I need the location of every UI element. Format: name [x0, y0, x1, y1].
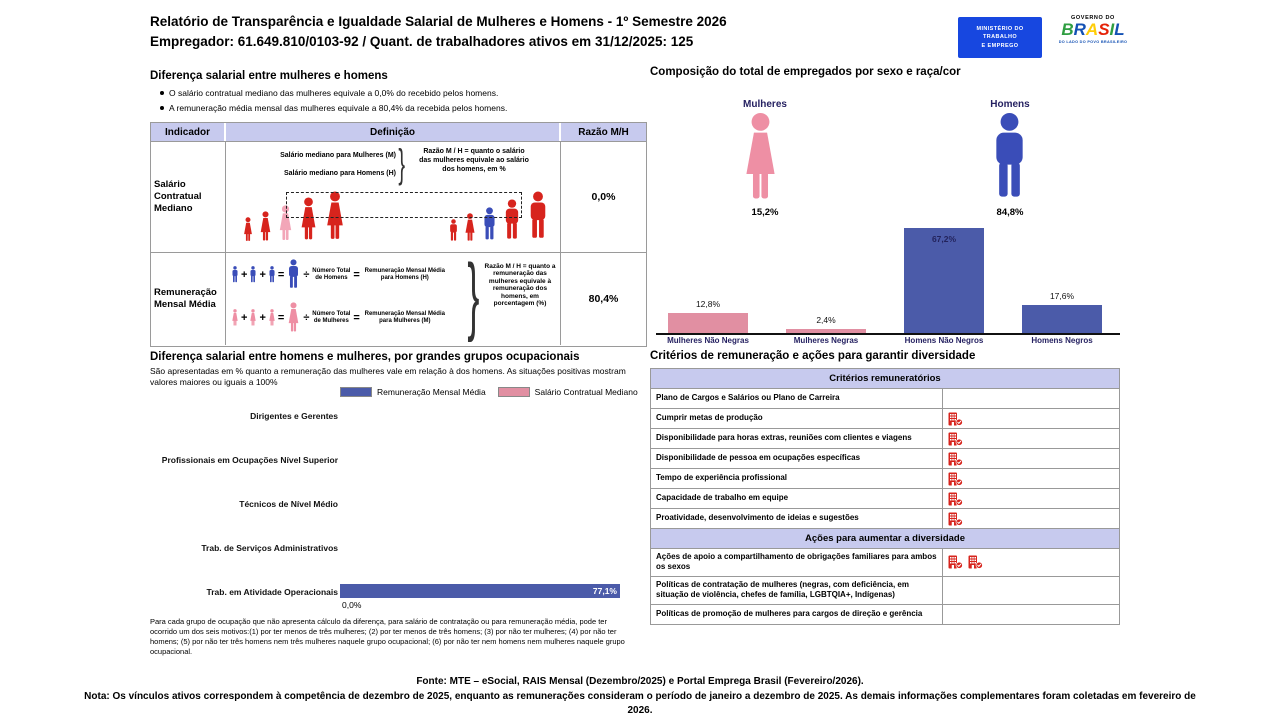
legend-item-remuneracao	[340, 387, 486, 397]
equals-operator: =	[277, 311, 285, 324]
women-formula	[231, 302, 448, 334]
criteria-row-icons	[943, 469, 1119, 488]
ministry-logo-line3: E EMPREGO	[981, 42, 1019, 49]
employer-check-icon	[948, 432, 963, 446]
criteria-row	[651, 489, 1119, 509]
remuneracao-bar: 77,1%	[340, 584, 620, 598]
person-figure-icon	[448, 219, 459, 243]
plus-operator: +	[241, 311, 248, 324]
composition-bar-value: 17,6%	[1049, 291, 1075, 301]
men-formula	[231, 259, 448, 291]
plus-operator: +	[259, 268, 266, 281]
person-figure-icon	[526, 191, 550, 243]
median-women-label: Salário mediano para Mulheres (M)	[280, 152, 396, 159]
man-icon	[988, 112, 1031, 211]
definition-remuneracao-media	[226, 247, 561, 345]
median-dashed-box	[286, 192, 522, 218]
average-ratio-value: 80,4%	[588, 292, 619, 305]
employer-check-icon	[948, 452, 963, 466]
person-figure-icon	[258, 211, 273, 243]
ministry-logo-line2: TRABALHO	[982, 34, 1018, 41]
criteria-row	[651, 549, 1119, 577]
criteria-row	[651, 605, 1119, 625]
criteria-row	[651, 577, 1119, 605]
ministry-logo	[958, 17, 1042, 58]
formula-divisor-label: Número Total de Homens	[312, 268, 351, 281]
equals-operator: =	[353, 311, 360, 324]
person-figure-icon	[242, 217, 254, 243]
occupational-footnote: Para cada grupo de ocupação que não apresenta cálculo da diferença, para salário de contratação ou para remuneração média, pode ter ocorrido um dos seis motivos:(1) por ter menos de três mulheres; (2) por ter menos de três homens; (3) por não ter mulheres; (4) por não ter homens; (5) por não ter três homens nem três mulheres naquele grupo ocupacional; (6) por não ter nem homens nem mulheres naquele grupo ocupacional.	[150, 617, 625, 657]
criteria-row-icons	[943, 389, 1119, 408]
footer-source: Fonte: MTE – eSocial, RAIS Mensal (Dezembro/2025) e Portal Emprega Brasil (Fevereiro/2026).	[416, 676, 864, 687]
gov-logo-letter: I	[1109, 20, 1115, 39]
criteria-table	[650, 368, 1120, 625]
chart-baseline	[656, 333, 1120, 335]
definition-salario-mediano	[226, 142, 561, 252]
criteria-row-icons	[943, 449, 1119, 468]
criteria-row-icons	[943, 489, 1119, 508]
gov-logo-letter: B	[1061, 20, 1074, 39]
median-ratio-note: Razão M / H = quanto o salário das mulheres equivale ao salário dos homens, em %	[419, 148, 529, 174]
indicator-remuneracao-media: Remuneração Mensal Média	[151, 252, 226, 345]
criteria-row-label: Políticas de contratação de mulheres (negras, com deficiência, em situação de violência, chefes de família, LGBTQIA+, Indígenas)	[651, 577, 943, 604]
criteria-row-icons	[943, 605, 1119, 624]
woman-icon	[739, 112, 782, 211]
employer-check-icon	[948, 512, 963, 526]
criteria-row	[651, 509, 1119, 529]
criteria-row-label: Disponibilidade para horas extras, reuniões com clientes e viagens	[651, 429, 943, 448]
col-header-razao: Razão M/H	[578, 126, 629, 138]
formula-result-label: Remuneração Mensal Média para Mulheres (M)	[364, 311, 445, 324]
composition-bar-value: 67,2%	[931, 234, 957, 244]
criteria-row-label: Disponibilidade de pessoa em ocupações específicas	[651, 449, 943, 468]
criteria-row-icons	[943, 429, 1119, 448]
person-figure-icon	[268, 309, 276, 327]
employer-check-icon	[948, 412, 963, 426]
occupational-subtitle: São apresentadas em % quanto a remuneração das mulheres vale em relação à dos homens. As situações positivas mostram valores maiores ou iguais a 100%	[150, 366, 626, 388]
person-figure-icon	[286, 302, 301, 334]
gov-logo-letter: S	[1098, 20, 1110, 39]
person-figure-icon	[286, 259, 301, 291]
gov-brasil-logo	[1048, 15, 1138, 44]
bullet-dot-icon	[160, 91, 164, 95]
report-footer	[80, 675, 1200, 719]
legend-label: Remuneração Mensal Média	[377, 387, 486, 397]
occupational-category-label: Profissionais em Ocupações Nível Superior	[161, 455, 338, 465]
criteria-row	[651, 409, 1119, 429]
salary-gap-table	[150, 122, 647, 347]
occupational-title: Diferença salarial entre homens e mulheres, por grandes grupos ocupacionais	[150, 351, 580, 363]
salary-gap-table-header	[151, 123, 646, 142]
average-ratio-note: Razão M / H = quanto a remuneração das mulheres equivale à remuneração dos homens, em porcentagem (%)	[484, 263, 556, 308]
person-figure-icon	[249, 266, 257, 284]
median-ratio-value: 0,0%	[591, 191, 616, 203]
men-percentage: 84,8%	[996, 207, 1024, 218]
occupational-legend	[340, 387, 638, 397]
ministry-logo-line1: MINISTÉRIO DO	[976, 26, 1024, 33]
criteria-row-label: Plano de Cargos e Salários ou Plano de Carreira	[651, 389, 943, 408]
criteria-row	[651, 469, 1119, 489]
composition-bar	[1022, 305, 1102, 333]
women-pictogram-label: Mulheres	[743, 99, 787, 110]
composition-bar-category: Mulheres Não Negras	[667, 336, 749, 345]
gov-logo-brasil-text	[1048, 21, 1138, 39]
criteria-row-label: Proatividade, desenvolvimento de ideias e sugestões	[651, 509, 943, 528]
person-figure-icon	[249, 309, 257, 327]
person-figure-icon	[268, 266, 276, 284]
criteria-group-header: Critérios remuneratórios	[651, 369, 1119, 389]
employer-check-icon	[968, 555, 983, 569]
divide-operator: ÷	[303, 311, 310, 324]
composition-bar-category: Homens Negros	[1031, 336, 1093, 345]
equals-operator: =	[353, 268, 360, 281]
occupational-category-label: Trab. de Serviços Administrativos	[201, 543, 338, 553]
person-figure-icon	[231, 266, 239, 284]
bracket-icon: }	[398, 142, 406, 186]
employer-info: Empregador: 61.649.810/0103-92 / Quant. de trabalhadores ativos em 31/12/2025: 125	[150, 34, 694, 49]
women-percentage: 15,2%	[751, 207, 779, 218]
criteria-row-label: Capacidade de trabalho em equipe	[651, 489, 943, 508]
gov-logo-top-text: GOVERNO DO	[1071, 15, 1115, 21]
criteria-row-label: Políticas de promoção de mulheres para cargos de direção e gerência	[651, 605, 943, 624]
criteria-row	[651, 389, 1119, 409]
person-figure-icon	[231, 309, 239, 327]
col-header-indicador: Indicador	[151, 123, 226, 141]
footer-note: Nota: Os vínculos ativos correspondem à competência de dezembro de 2025, enquanto as remunerações consideram o período de janeiro a dezembro de 2025. As demais informações complementares foram coletadas em fevereiro de 2026.	[84, 690, 1196, 716]
legend-item-salario	[498, 387, 638, 397]
salary-gap-title: Diferença salarial entre mulheres e homens	[150, 70, 388, 82]
salary-gap-bullet-2	[160, 103, 507, 113]
occupational-chart	[150, 405, 645, 613]
legend-swatch-pink	[498, 387, 530, 397]
indicator-salario-mediano: Salário Contratual Mediano	[151, 142, 226, 252]
criteria-row-icons	[943, 549, 1119, 576]
composition-bar-category: Homens Não Negros	[904, 336, 984, 345]
gov-logo-letter: R	[1073, 20, 1086, 39]
criteria-row	[651, 429, 1119, 449]
employer-check-icon	[948, 555, 963, 569]
plus-operator: +	[241, 268, 248, 281]
employer-check-icon	[948, 492, 963, 506]
formula-divisor-label: Número Total de Mulheres	[312, 311, 351, 324]
salario-zero-label: 0,0%	[342, 600, 362, 610]
criteria-row-icons	[943, 509, 1119, 528]
composition-title: Composição do total de empregados por sexo e raça/cor	[650, 66, 961, 78]
criteria-section	[650, 350, 1120, 625]
composition-section	[650, 66, 1126, 352]
criteria-row-icons	[943, 577, 1119, 604]
men-pictogram-label: Homens	[990, 99, 1030, 110]
occupational-category-label: Trab. em Atividade Operacionais	[206, 587, 338, 597]
bullet-text: O salário contratual mediano das mulheres equivale a 0,0% do recebido pelos homens.	[169, 88, 499, 98]
composition-bar-category: Mulheres Negras	[793, 336, 859, 345]
plus-operator: +	[259, 311, 266, 324]
gov-logo-tagline: DO LADO DO POVO BRASILEIRO	[1058, 39, 1128, 44]
employer-check-icon	[948, 472, 963, 486]
divide-operator: ÷	[303, 268, 310, 281]
occupational-category-label: Técnicos de Nível Médio	[239, 499, 338, 509]
composition-bar-value: 12,8%	[695, 299, 721, 309]
bullet-text: A remuneração média mensal das mulheres equivale a 80,4% da recebida pelos homens.	[169, 103, 508, 113]
criteria-row-label: Tempo de experiência profissional	[651, 469, 943, 488]
equals-operator: =	[277, 268, 285, 281]
salary-gap-bullet-1	[160, 88, 498, 98]
criteria-title: Critérios de remuneração e ações para garantir diversidade	[650, 350, 976, 362]
brace-icon: }	[467, 247, 480, 343]
composition-bar-value: 2,4%	[816, 315, 836, 325]
criteria-row	[651, 449, 1119, 469]
report-title: Relatório de Transparência e Igualdade Salarial de Mulheres e Homens - 1º Semestre 2026	[150, 14, 727, 29]
criteria-row-label: Cumprir metas de produção	[651, 409, 943, 428]
composition-bar	[668, 313, 748, 333]
criteria-group-header: Ações para aumentar a diversidade	[651, 529, 1119, 549]
median-men-label: Salário mediano para Homens (H)	[283, 170, 396, 177]
gov-logo-letter: L	[1114, 20, 1125, 39]
legend-label: Salário Contratual Mediano	[534, 387, 638, 397]
occupational-category-label: Dirigentes e Gerentes	[250, 411, 338, 421]
criteria-row-label: Ações de apoio a compartilhamento de obrigações familiares para ambos os sexos	[651, 549, 943, 576]
col-header-definicao: Definição	[226, 123, 561, 141]
legend-swatch-blue	[340, 387, 372, 397]
formula-result-label: Remuneração Mensal Média para Homens (H)	[364, 268, 445, 281]
gov-logo-letter: A	[1085, 20, 1099, 39]
bullet-dot-icon	[160, 106, 164, 110]
criteria-row-icons	[943, 409, 1119, 428]
